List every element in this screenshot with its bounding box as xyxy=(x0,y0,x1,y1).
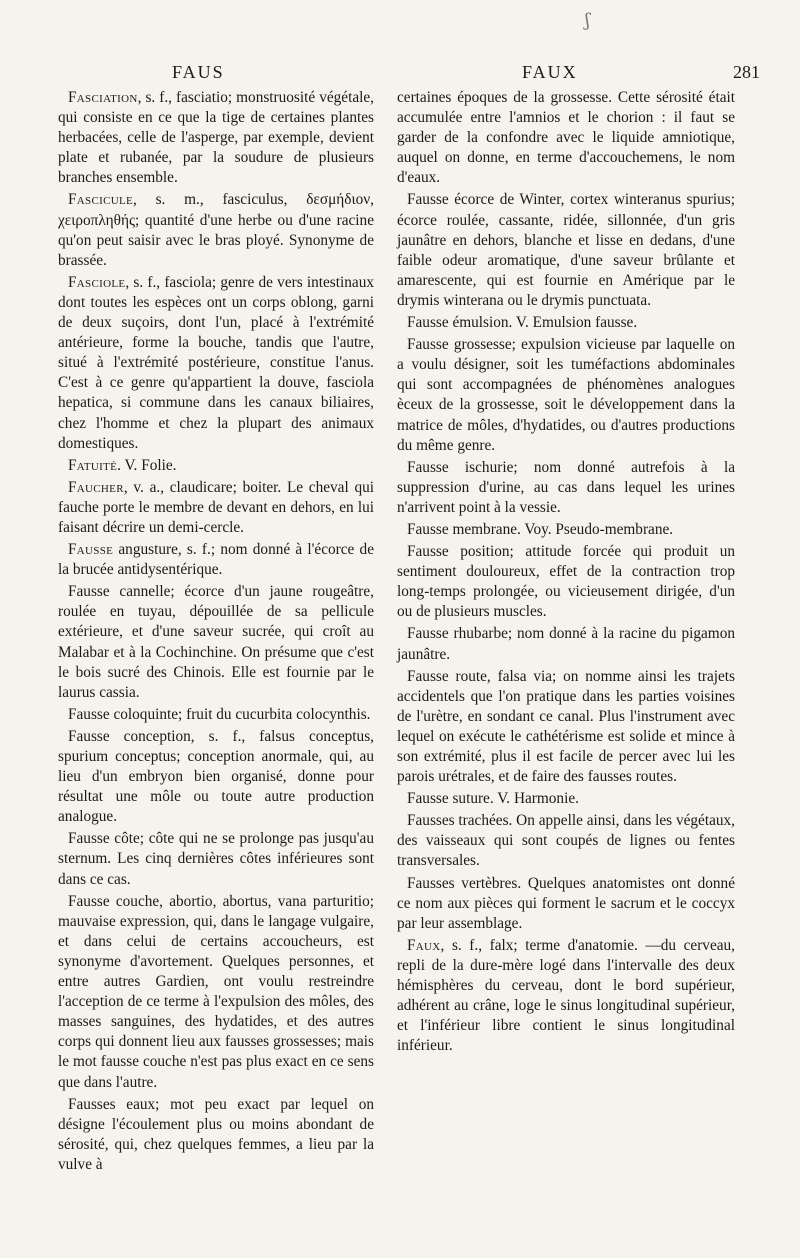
dictionary-entry xyxy=(397,335,735,456)
entry-text: angusture, s. f.; nom donné à l'écorce de la brucée antidysentérique. xyxy=(58,541,374,579)
dictionary-entry xyxy=(58,582,374,703)
dictionary-entry xyxy=(58,829,374,889)
entry-text: Fausse position; attitude forcée qui produit un sentiment douloureux, effet de la contraction trop long-temps prolongée, ou vicieusement dirigée, d'un ou de plusieurs muscles. xyxy=(397,543,735,621)
page-number: 281 xyxy=(733,62,760,82)
entry-text: Fausse cannelle; écorce d'un jaune rougeâtre, roulée en tuyau, dépouillée de sa pellicule extérieure, et d'une saveur sucrée, qui croît au Malabar et à la Cochinchine. On présume que c'est le bois sucré des Chinois. Elle est fournie par le laurus cassia. xyxy=(58,583,374,701)
running-head-right: FAUX xyxy=(522,62,578,82)
dictionary-entry xyxy=(58,892,374,1093)
entry-text: Fausse coloquinte; fruit du cucurbita colocynthis. xyxy=(68,705,371,723)
entry-text: Fausses eaux; mot peu exact par lequel on désigne l'écoulement plus ou moins abondant de sérosité, qui, chez quelques femmes, a lieu par la vulve à xyxy=(58,1095,374,1173)
dictionary-entry xyxy=(397,458,735,518)
left-column xyxy=(58,88,374,1177)
entry-text: , s. m., fasciculus, δεσμήδιον, χειροπληθής; quantité d'une herbe ou d'une racine qu'on peut saisir avec le bras ployé. Synonyme de brassée. xyxy=(58,191,374,269)
entry-text: Fausse émulsion. V. Emulsion fausse. xyxy=(407,314,638,332)
right-column xyxy=(397,88,735,1058)
dictionary-entry xyxy=(58,727,374,827)
entry-headword: Fausse xyxy=(68,541,114,559)
entry-text: Fausse membrane. Voy. Pseudo-membrane. xyxy=(407,520,674,538)
entry-headword: Fatuité xyxy=(68,456,118,474)
entry-text: Fausses trachées. On appelle ainsi, dans les végétaux, des vaisseaux qui sont coupés de lignes ou fentes transversales. xyxy=(397,812,735,870)
dictionary-entry xyxy=(397,542,735,622)
entry-text: Fausse rhubarbe; nom donné à la racine du pigamon jaunâtre. xyxy=(397,625,735,663)
entry-text: , s. f., fasciola; genre de vers intestinaux dont toutes les espèces ont un corps oblong, garni de deux suçoirs, dont l'un, placé à l'extrémité antérieure, forme la bouche, tandis que l'autre, situé à l'extrémité postérieure, constitue l'anus. C'est à ce genre qu'appartient la douve, fasciola hepatica, si commune dans les canaux biliaires, chez l'homme et chez la plupart des animaux domestiques. xyxy=(58,273,374,452)
entry-text: Fausse suture. V. Harmonie. xyxy=(407,790,579,808)
entry-text: certaines époques de la grossesse. Cette sérosité était accumulée entre l'amnios et le chorion : il faut se garder de la confondre avec le liquide amniotique, auquel on donne, en terme d'accouchemens, le nom d'eaux. xyxy=(397,89,735,187)
entry-headword: Fasciation xyxy=(68,89,138,106)
dictionary-entry xyxy=(58,456,374,476)
entry-text: , s. f., falx; terme d'anatomie. —du cerveau, repli de la dure-mère logé dans l'intervalle des deux hémisphères du cerveau, dont le bord supérieur, adhérent au crâne, loge le sinus longitudinal supérieur, et l'inférieur libre contient le sinus longitudinal inférieur. xyxy=(397,936,735,1055)
entry-headword: Faucher xyxy=(68,478,124,496)
dictionary-entry xyxy=(397,624,735,664)
entry-text: Fausses vertèbres. Quelques anatomistes ont donné ce nom aux pièces qui forment le sacrum et le coccyx par leur assemblage. xyxy=(397,874,735,932)
dictionary-entry xyxy=(58,1095,374,1175)
dictionary-entry xyxy=(397,874,735,934)
entry-headword: Fasciole xyxy=(68,273,126,291)
dictionary-entry xyxy=(58,540,374,580)
entry-text: Fausse grossesse; expulsion vicieuse par laquelle on a voulu désigner, soit les tuméfactions abdominales qui sont accompagnées de phénomènes analogues èceux de la grossesse, soit le développement dans la matrice de môles, d'hydatides, ou d'autres productions du même genre. xyxy=(397,336,735,454)
dictionary-entry xyxy=(397,520,735,540)
dictionary-entry xyxy=(397,789,735,809)
running-head-left: FAUS xyxy=(172,62,225,82)
dictionary-entry xyxy=(397,936,735,1057)
dictionary-entry xyxy=(58,88,374,188)
dictionary-entry xyxy=(397,313,735,333)
entry-text: , v. a., claudicare; boiter. Le cheval qui fauche porte le membre de devant en dehors, en lui faisant décrire un demi-cercle. xyxy=(58,478,374,536)
entry-text: , s. f., fasciatio; monstruosité végétale, qui consiste en ce que la tige de certaines plantes herbacées, celle de l'asperge, par exemple, devient plate et rubanée, par la soudure de plusieurs branches ensemble. xyxy=(58,89,374,187)
entry-text: Fausse écorce de Winter, cortex winteranus spurius; écorce roulée, cassante, ridée, sillonnée, d'un gris jaunâtre en dehors, blanche et lisse en dedans, d'une faible odeur aromatique, d'une saveur brûlante et amarescente, qui est fournie en Amérique par le drymis winterana ou le drymis punctuata. xyxy=(397,191,735,309)
dictionary-entry xyxy=(397,811,735,871)
dictionary-entry xyxy=(58,478,374,538)
entry-text: Fausse couche, abortio, abortus, vana parturitio; mauvaise expression, qui, dans le langage vulgaire, et dans celui de certains accoucheurs, est synonyme d'avortement. Quelques personnes, et entre autres Gardien, ont voulu restreindre l'acception de ce terme à l'expulsion des môles, des masses sanguines, des hydatides, et des autres corps qui donnent lieu aux fausses grossesses; mais le mot fausse couche n'est pas plus exact en ce sens que dans l'autre. xyxy=(58,892,374,1091)
corner-mark: ʃ xyxy=(585,10,590,31)
dictionary-entry xyxy=(58,705,374,725)
entry-headword: Fascicule xyxy=(68,191,133,209)
dictionary-entry xyxy=(397,190,735,311)
dictionary-entry xyxy=(58,273,374,454)
page-header xyxy=(0,62,800,84)
dictionary-entry xyxy=(58,190,374,270)
entry-text: Fausse route, falsa via; on nomme ainsi les trajets accidentels que l'on pratique dans les parties voisines de l'urètre, en sondant ce canal. Plus l'instrument avec lequel on exécute le cathétérisme est solide et mince à son extrémité, plus il est facile de percer avec lui les parois urétrales, et de faire des fausses routes. xyxy=(397,667,735,786)
entry-text: Fausse ischurie; nom donné autrefois à la suppression d'urine, au cas dans lequel les urines n'arrivent point à la vessie. xyxy=(397,458,735,516)
dictionary-entry xyxy=(397,667,735,788)
entry-text: Fausse conception, s. f., falsus conceptus, spurium conceptus; conception anormale, qui, au lieu d'un embryon bien organisé, donne pour résultat une môle ou toute autre production analogue. xyxy=(58,727,374,826)
entry-text: . V. Folie. xyxy=(117,456,177,474)
dictionary-entry xyxy=(397,88,735,188)
entry-text: Fausse côte; côte qui ne se prolonge pas jusqu'au sternum. Les cinq dernières côtes inférieures sont dans ce cas. xyxy=(58,830,374,888)
entry-headword: Faux xyxy=(407,936,441,954)
